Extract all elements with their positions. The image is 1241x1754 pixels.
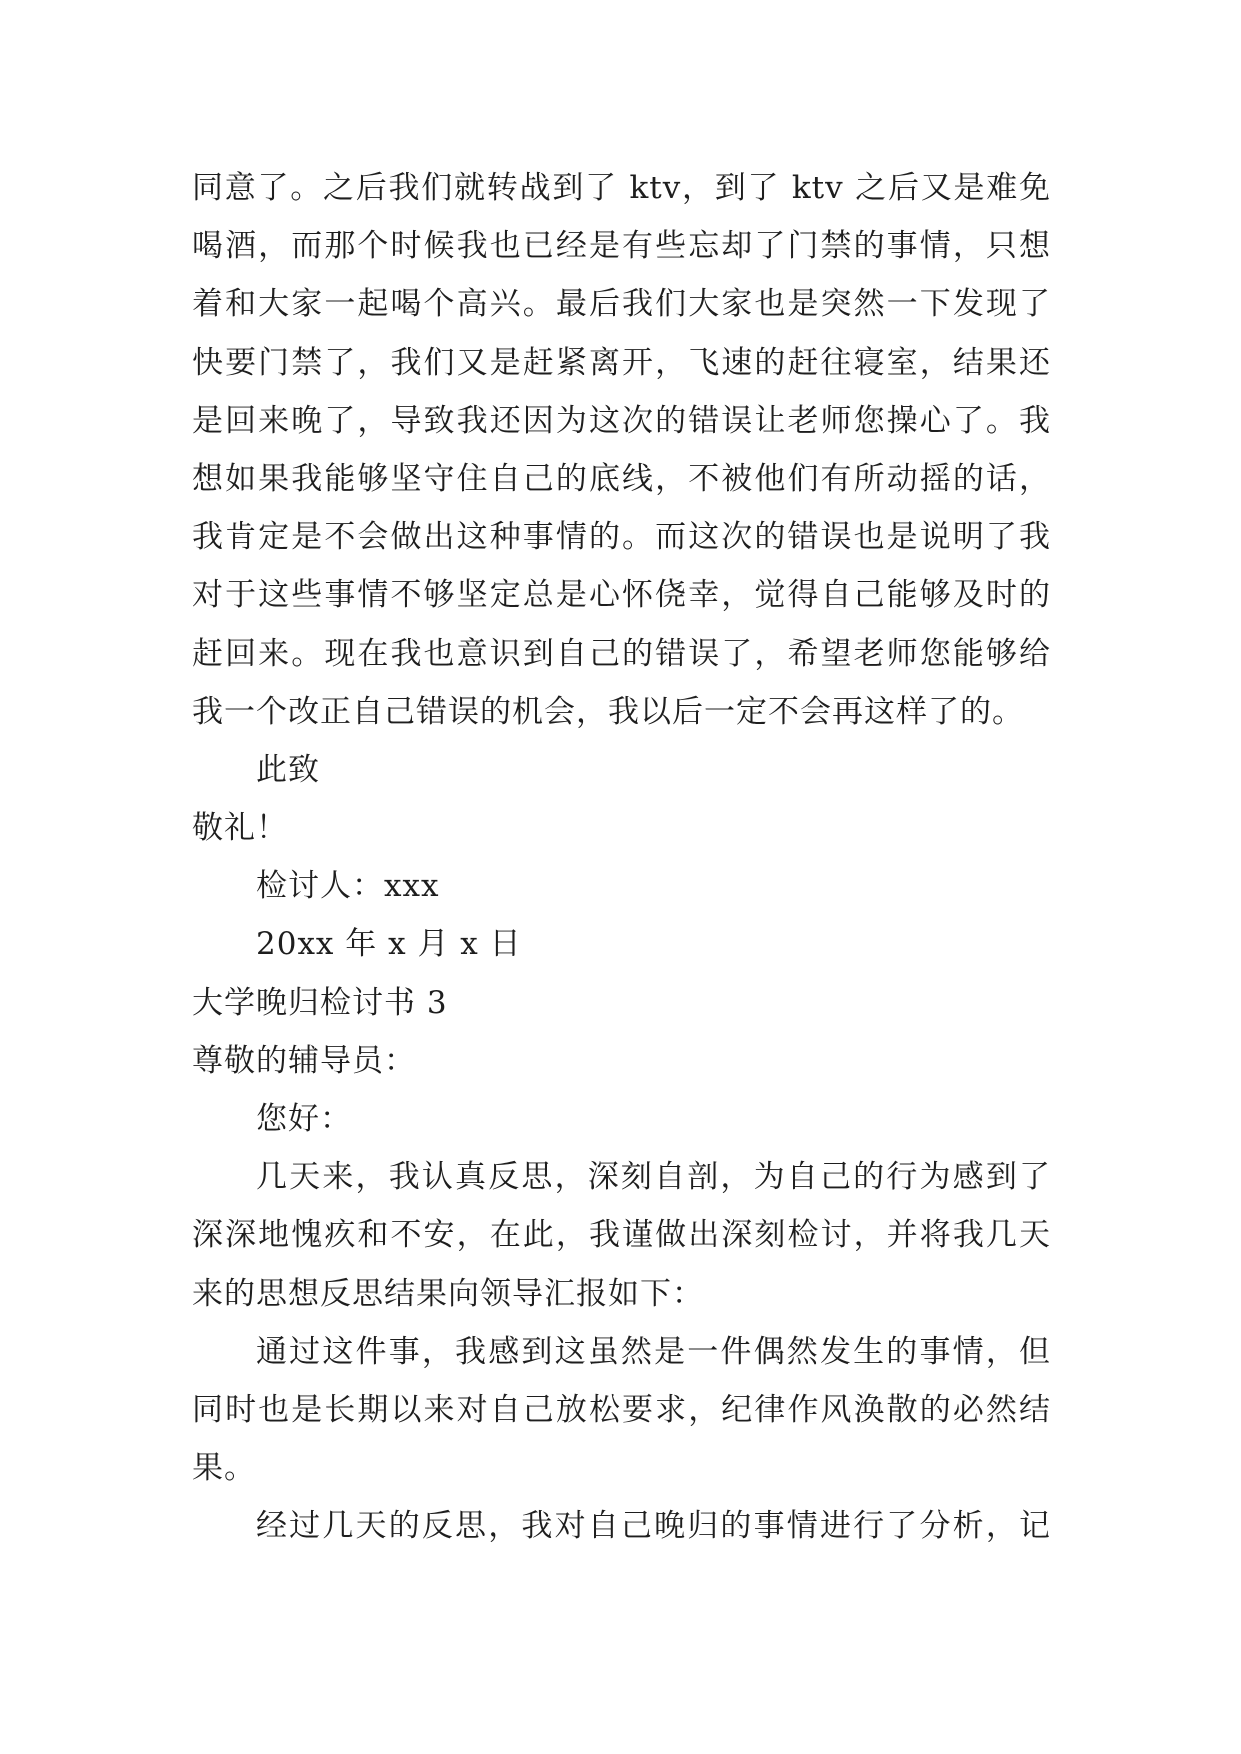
text-line: 同时也是长期以来对自己放松要求，纪律作风涣散的必然结 bbox=[192, 1391, 1051, 1428]
paragraph bbox=[192, 1323, 1051, 1498]
signer-line: 检讨人：xxx bbox=[256, 868, 440, 905]
text-line: 同意了。之后我们就转战到了 ktv，到了 ktv 之后又是难免 bbox=[192, 170, 1051, 206]
text-line: 通过这件事，我感到这虽然是一件偶然发生的事情，但 bbox=[256, 1333, 1051, 1370]
date-line: 20xx 年 x 月 x 日 bbox=[256, 926, 522, 963]
recipient-line: 尊敬的辅导员： bbox=[192, 1042, 416, 1079]
text-line: 赶回来。现在我也意识到自己的错误了，希望老师您能够给 bbox=[192, 635, 1051, 672]
paragraph bbox=[192, 1497, 1051, 1555]
text-line: 来的思想反思结果向领导汇报如下： bbox=[192, 1275, 704, 1312]
text-line: 是回来晚了，导致我还因为这次的错误让老师您操心了。我 bbox=[192, 402, 1051, 439]
section-title: 大学晚归检讨书 3 bbox=[192, 984, 448, 1021]
text-line: 经过几天的反思，我对自己晚归的事情进行了分析，记 bbox=[256, 1508, 1051, 1545]
document-body bbox=[192, 159, 1051, 1556]
text-line: 着和大家一起喝个高兴。最后我们大家也是突然一下发现了 bbox=[192, 286, 1051, 323]
text-line: 对于这些事情不够坚定总是心怀侥幸，觉得自己能够及时的 bbox=[192, 577, 1051, 614]
text-line: 几天来，我认真反思，深刻自剖，为自己的行为感到了 bbox=[256, 1159, 1051, 1196]
text-line: 我一个改正自己错误的机会，我以后一定不会再这样了的。 bbox=[192, 693, 1024, 730]
text-line: 深深地愧疚和不安，在此，我谨做出深刻检讨，并将我几天 bbox=[192, 1217, 1051, 1254]
previous-letter-body bbox=[192, 159, 1051, 741]
text-line: 果。 bbox=[192, 1450, 256, 1487]
closing-phrase: 此致 bbox=[256, 751, 320, 788]
text-line: 快要门禁了，我们又是赶紧离开，飞速的赶往寝室，结果还 bbox=[192, 344, 1051, 381]
greeting-line: 您好： bbox=[256, 1101, 352, 1137]
paragraph bbox=[192, 1148, 1051, 1323]
text-line: 想如果我能够坚守住自己的底线，不被他们有所动摇的话， bbox=[192, 460, 1051, 497]
text-line: 喝酒，而那个时候我也已经是有些忘却了门禁的事情，只想 bbox=[192, 228, 1051, 265]
text-line: 我肯定是不会做出这种事情的。而这次的错误也是说明了我 bbox=[192, 519, 1051, 556]
salute-phrase: 敬礼！ bbox=[192, 810, 288, 847]
